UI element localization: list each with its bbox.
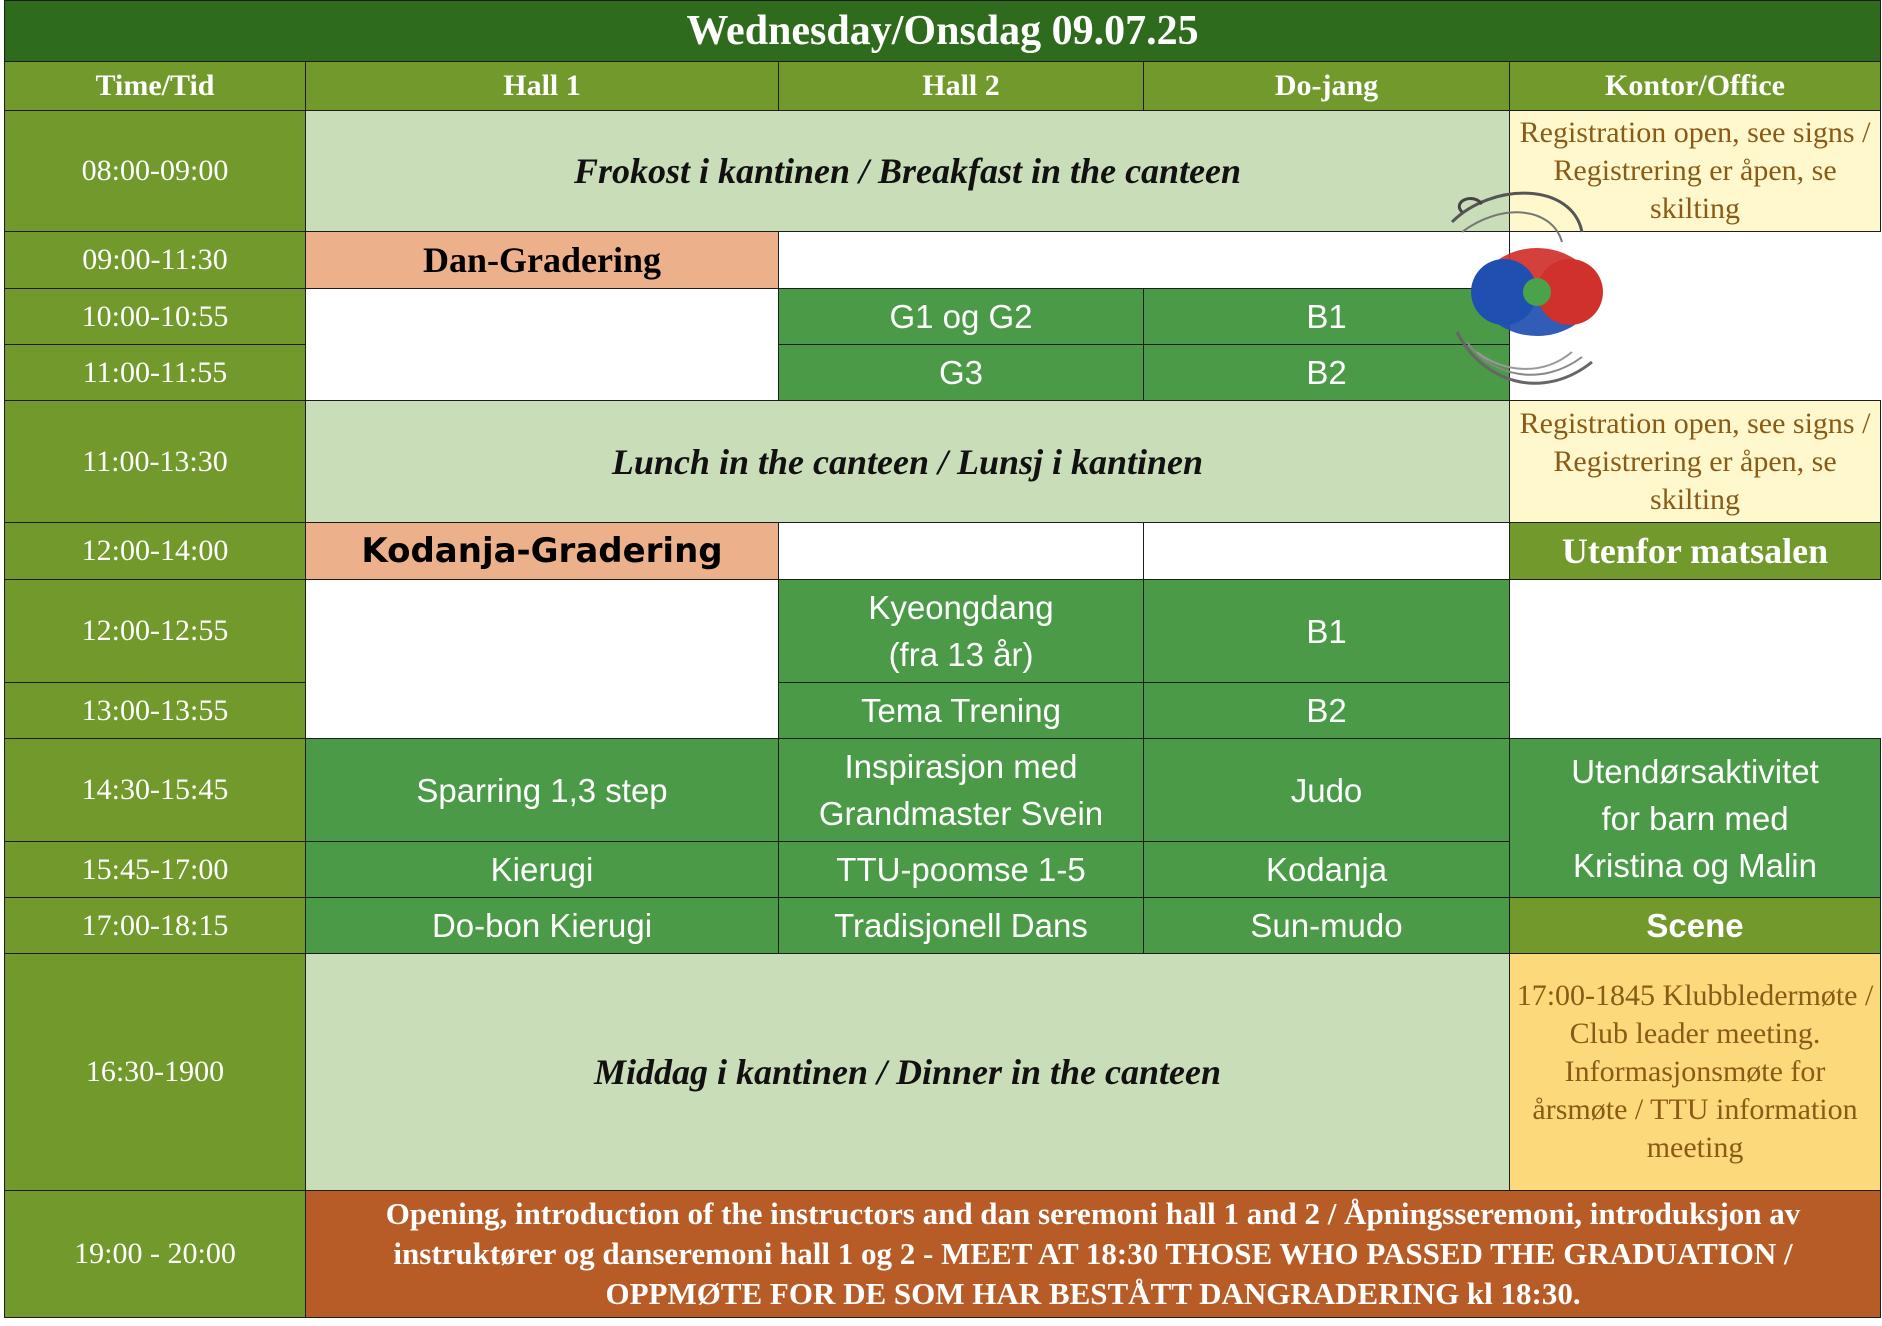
activity-cell: Tradisjonell Dans	[779, 898, 1144, 954]
row-1700	[5, 898, 1881, 954]
activity-line: (fra 13 år)	[888, 636, 1034, 673]
time-cell: 16:30-1900	[5, 954, 306, 1191]
activity-cell: B2	[1144, 345, 1510, 401]
meeting-cell: 17:00-1845 Klubbledermøte / Club leader meeting. Informasjonsmøte for årsmøte / TTU information meeting	[1510, 954, 1881, 1191]
empty-cell	[1510, 580, 1881, 739]
time-cell: 17:00-18:15	[5, 898, 306, 954]
activity-cell: Do-bon Kierugi	[306, 898, 779, 954]
empty-cell	[1144, 523, 1510, 580]
activity-cell: G1 og G2	[779, 289, 1144, 345]
opening-ceremony-cell: Opening, introduction of the instructors and dan seremoni hall 1 and 2 / Åpningsseremoni, introduksjon av instruktører og danseremoni hall 1 og 2 - MEET AT 18:30 THOSE WHO PASSED THE GRADUATION / OPPMØTE FOR DE SOM HAR BESTÅTT DANGRADERING kl 18:30.	[306, 1191, 1881, 1318]
header-office: Kontor/Office	[1510, 62, 1881, 111]
activity-cell	[779, 580, 1144, 683]
activity-line: Kyeongdang	[868, 589, 1054, 626]
row-1200	[5, 580, 1881, 683]
registration-cell: Registration open, see signs / Registrering er åpen, se skilting	[1510, 111, 1881, 232]
header-time: Time/Tid	[5, 62, 306, 111]
time-cell: 08:00-09:00	[5, 111, 306, 232]
page-title: Wednesday/Onsdag 09.07.25	[5, 1, 1881, 62]
activity-cell: B1	[1144, 580, 1510, 683]
time-cell: 10:00-10:55	[5, 289, 306, 345]
row-1430	[5, 739, 1881, 842]
activity-cell: B2	[1144, 683, 1510, 739]
activity-line: for barn med	[1601, 799, 1789, 837]
empty-cell	[779, 232, 1510, 289]
activity-cell: Kierugi	[306, 842, 779, 898]
time-cell: 12:00-12:55	[5, 580, 306, 683]
time-cell: 11:00-13:30	[5, 401, 306, 523]
time-cell: 15:45-17:00	[5, 842, 306, 898]
kodanja-grading-cell: Kodanja-Gradering	[306, 523, 779, 580]
activity-cell: G3	[779, 345, 1144, 401]
activity-line: Grandmaster Svein	[818, 795, 1104, 832]
header-hall1: Hall 1	[306, 62, 779, 111]
empty-cell	[306, 289, 779, 401]
registration-cell: Registration open, see signs / Registrering er åpen, se skilting	[1510, 401, 1881, 523]
activity-line: Kristina og Malin	[1573, 846, 1817, 884]
time-cell: 14:30-15:45	[5, 739, 306, 842]
time-cell: 13:00-13:55	[5, 683, 306, 739]
activity-line: Inspirasjon med	[844, 748, 1078, 785]
time-cell: 19:00 - 20:00	[5, 1191, 306, 1318]
outdoor-activity-cell	[1510, 739, 1881, 898]
dan-grading-cell: Dan-Gradering	[306, 232, 779, 289]
activity-cell: Kodanja	[1144, 842, 1510, 898]
time-cell: 09:00-11:30	[5, 232, 306, 289]
empty-cell	[306, 580, 779, 739]
activity-cell: B1	[1144, 289, 1510, 345]
row-opening	[5, 1191, 1881, 1318]
header-dojang: Do-jang	[1144, 62, 1510, 111]
taeguk-dragon-logo-icon	[1432, 182, 1612, 422]
dinner-cell: Middag i kantinen / Dinner in the canteen	[306, 954, 1510, 1191]
lunch-cell: Lunch in the canteen / Lunsj i kantinen	[306, 401, 1510, 523]
activity-line: Utendørsaktivitet	[1571, 752, 1819, 790]
outside-canteen-cell: Utenfor matsalen	[1510, 523, 1881, 580]
activity-cell: Tema Trening	[779, 683, 1144, 739]
breakfast-cell: Frokost i kantinen / Breakfast in the canteen	[306, 111, 1510, 232]
empty-cell	[779, 523, 1144, 580]
time-cell: 11:00-11:55	[5, 345, 306, 401]
title-row	[5, 1, 1881, 62]
row-kodanja-grading	[5, 523, 1881, 580]
time-cell: 12:00-14:00	[5, 523, 306, 580]
scene-cell: Scene	[1510, 898, 1881, 954]
header-row	[5, 62, 1881, 111]
activity-cell: Sun-mudo	[1144, 898, 1510, 954]
activity-cell: TTU-poomse 1-5	[779, 842, 1144, 898]
header-hall2: Hall 2	[779, 62, 1144, 111]
activity-cell: Judo	[1144, 739, 1510, 842]
activity-cell: Sparring 1,3 step	[306, 739, 779, 842]
activity-cell	[779, 739, 1144, 842]
row-dinner	[5, 954, 1881, 1191]
